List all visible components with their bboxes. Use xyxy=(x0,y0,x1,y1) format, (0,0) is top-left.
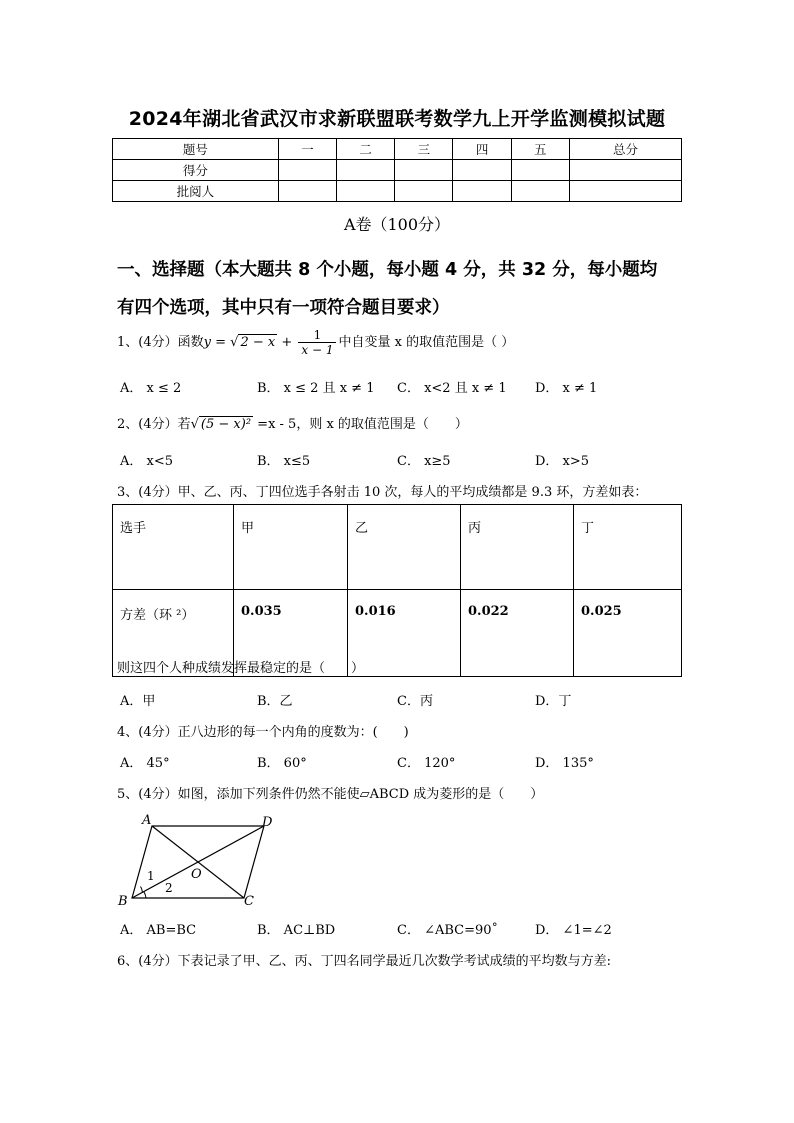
reviewer-cell xyxy=(395,181,453,202)
score-header-cell: 四 xyxy=(453,139,511,160)
q5-option-b[interactable]: B． AC⊥BD xyxy=(257,923,336,938)
q2-prefix: 2、(4分）若 xyxy=(117,417,191,432)
q2-radicand: (5 − x)² xyxy=(200,417,252,432)
score-cell xyxy=(511,160,569,181)
score-header-cell: 三 xyxy=(395,139,453,160)
score-cell xyxy=(395,160,453,181)
q1-option-b[interactable]: B． x ≤ 2 且 x ≠ 1 xyxy=(257,381,375,396)
question-5: 5、(4分）如图，添加下列条件仍然不能使▱ABCD 成为菱形的是（ ） xyxy=(117,787,544,802)
q3-option-b[interactable]: B．乙 xyxy=(257,694,293,709)
q4-option-a[interactable]: A． 45° xyxy=(120,756,170,771)
score-header-cell: 二 xyxy=(337,139,395,160)
question-6: 6、(4分）下表记录了甲、乙、丙、丁四名同学最近几次数学考试成绩的平均数与方差: xyxy=(117,954,611,969)
q3-option-a[interactable]: A．甲 xyxy=(120,694,156,709)
label-b: B xyxy=(118,894,128,909)
q1-fraction xyxy=(298,328,336,357)
score-row xyxy=(113,160,682,181)
score-header-cell: 总分 xyxy=(569,139,681,160)
section-a-heading: A卷（100分） xyxy=(343,215,451,234)
variance-value-cell: 0.022 xyxy=(461,590,574,677)
q1-option-a[interactable]: A． x ≤ 2 xyxy=(120,381,182,396)
q4-option-d[interactable]: D． 135° xyxy=(535,756,594,771)
q1-frac-num: 1 xyxy=(298,328,336,343)
reviewer-cell xyxy=(511,181,569,202)
q2-option-d[interactable]: D． x>5 xyxy=(535,454,590,469)
page-title: 2024年湖北省武汉市求新联盟联考数学九上开学监测模拟试题 xyxy=(128,108,666,130)
q2-option-a[interactable]: A． x<5 xyxy=(120,454,174,469)
q2-option-c[interactable]: C． x≥5 xyxy=(397,454,451,469)
reviewer-cell xyxy=(278,181,336,202)
score-cell xyxy=(278,160,336,181)
angle-2-arc xyxy=(144,892,146,898)
reviewer-cell xyxy=(569,181,681,202)
q5-option-c[interactable]: C． ∠ABC=90˚ xyxy=(397,923,499,938)
score-header-cell: 一 xyxy=(278,139,336,160)
angle-1-arc xyxy=(141,887,143,893)
parallelogram-figure xyxy=(110,810,290,910)
variance-row-label: 方差（环 ²） xyxy=(113,590,234,677)
q5-option-d[interactable]: D． ∠1=∠2 xyxy=(535,923,612,938)
question-2: 2、(4分）若√ (5 − x)² =x - 5，则 x 的取值范围是（ ） xyxy=(117,417,468,432)
question-3: 3、(4分）甲、乙、丙、丁四位选手各射击 10 次，每人的平均成绩都是 9.3 环，方差如表： xyxy=(117,485,648,500)
score-cell xyxy=(337,160,395,181)
variance-header-row xyxy=(113,505,682,590)
variance-header-cell: 乙 xyxy=(348,505,461,590)
score-cell xyxy=(453,160,511,181)
q3-option-c[interactable]: C．丙 xyxy=(397,694,433,709)
q3-option-d[interactable]: D．丁 xyxy=(535,694,572,709)
variance-header-cell: 选手 xyxy=(113,505,234,590)
score-table xyxy=(112,138,682,202)
label-c: C xyxy=(244,894,254,909)
q1-prefix: 1、(4分）函数 xyxy=(117,335,204,350)
variance-value-cell: 0.035 xyxy=(234,590,348,677)
diagonal-bd xyxy=(132,826,264,898)
q2-option-b[interactable]: B． x≤5 xyxy=(257,454,311,469)
q3-question: 则这四个人种成绩发挥最稳定的是（ ） xyxy=(117,661,365,676)
label-angle-2: 2 xyxy=(165,881,173,895)
q1-plus: + xyxy=(277,335,297,350)
reviewer-row xyxy=(113,181,682,202)
reviewer-row-label: 批阅人 xyxy=(113,181,279,202)
question-1: 1、(4分）函数y = √ 2 − x + $\frac{1}{x - 1}$ 中自变量 x 的取值范围是（ ） xyxy=(117,328,515,357)
part1-heading-line2: 有四个选项，其中只有一项符合题目要求） xyxy=(117,298,450,318)
q4-option-c[interactable]: C． 120° xyxy=(397,756,456,771)
variance-value-cell: 0.016 xyxy=(348,590,461,677)
reviewer-cell xyxy=(453,181,511,202)
score-table-header-row xyxy=(113,139,682,160)
q4-option-b[interactable]: B． 60° xyxy=(257,756,307,771)
variance-header-cell: 甲 xyxy=(234,505,348,590)
q1-option-c[interactable]: C． x<2 且 x ≠ 1 xyxy=(397,381,507,396)
q1-frac-den: x − 1 xyxy=(301,343,334,357)
q2-middle: =x - 5，则 x 的取值范围是（ ） xyxy=(253,417,468,432)
q1-eq: = xyxy=(210,335,231,350)
score-header-cell: 五 xyxy=(511,139,569,160)
label-o: O xyxy=(191,867,202,882)
q1-y: y xyxy=(203,335,211,350)
variance-table xyxy=(112,504,682,677)
reviewer-cell xyxy=(337,181,395,202)
q5-option-a[interactable]: A． AB=BC xyxy=(120,923,197,938)
q1-radicand: 2 − x xyxy=(240,335,276,350)
label-angle-1: 1 xyxy=(147,869,155,883)
score-row-label: 得分 xyxy=(113,160,279,181)
q1-suffix: 中自变量 x 的取值范围是（ ） xyxy=(338,335,515,350)
score-header-cell: 题号 xyxy=(113,139,279,160)
question-4: 4、(4分）正八边形的每一个内角的度数为：( ) xyxy=(117,725,409,740)
variance-value-cell: 0.025 xyxy=(574,590,682,677)
label-d: D xyxy=(262,815,273,830)
score-cell xyxy=(569,160,681,181)
variance-header-cell: 丁 xyxy=(574,505,682,590)
variance-header-cell: 丙 xyxy=(461,505,574,590)
label-a: A xyxy=(142,813,152,828)
q1-option-d[interactable]: D． x ≠ 1 xyxy=(535,381,598,396)
part1-heading-line1: 一、选择题（本大题共 8 个小题，每小题 4 分，共 32 分，每小题均 xyxy=(117,260,658,280)
